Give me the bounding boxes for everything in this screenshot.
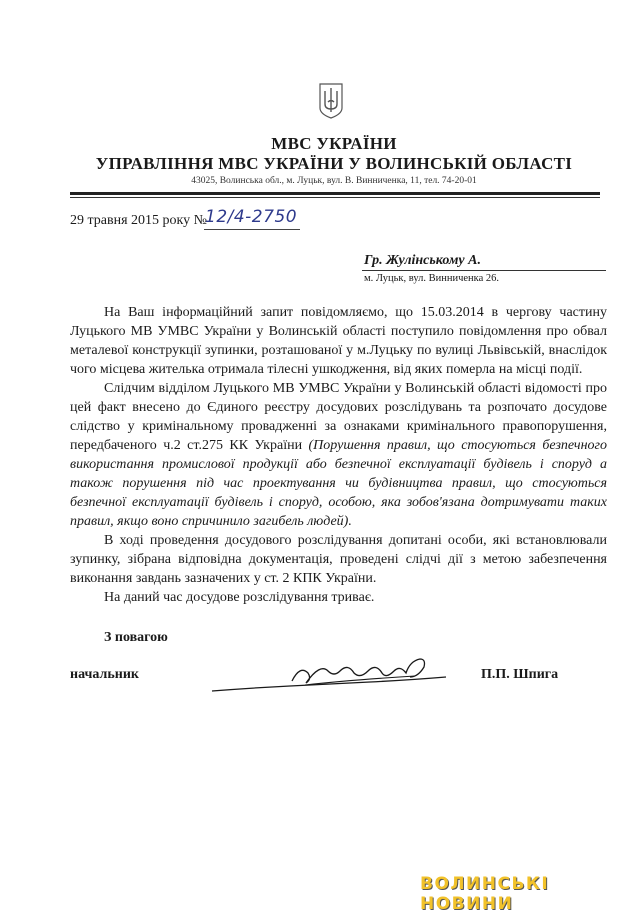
paragraph-status: На даний час досудове розслідування триває. — [104, 590, 375, 605]
paragraph-actions: В ході проведення досудового розслідування допитані особи, які встановлювали зупинку, зібрана відповідна документація, проведені слідчі дії з метою забезпечення виконання завдань зазначених у ст. 2 КПК України. — [70, 533, 607, 586]
watermark: ВОЛИНСЬКІ НОВИНИ — [420, 874, 550, 914]
signer-name: П.П. Шпига — [481, 667, 559, 682]
recipient-divider — [362, 270, 606, 271]
recipient-name: Гр. Жулінському А. — [364, 253, 481, 268]
ministry-title: МВС УКРАЇНИ — [271, 134, 397, 153]
article-description: (Порушення правил, що стосуються безпечного використання промислової продукції або безпечної експлуатації будівель і споруд а також порушення під час проектування чи будівництва правил, що стосуються безпечної експлуатації будівель і споруд, особою, яка зобов'язана дотримувати таких правил, якщо воно спричинило загибель людей). — [70, 438, 608, 529]
trident-emblem-icon — [318, 82, 344, 120]
header-divider-thin — [70, 197, 600, 198]
paragraph-notification: На Ваш інформаційний запит повідомляємо, що 15.03.2014 в чергову частину Луцького МВ УМВС України у Волинській області поступило повідомлення про обвал металевої конструкції зупинки, розташованої у м.Луцьку по вулиці Львівській, внаслідок чого місцева жителька отримала тілесні ушкодження, від яких померла на місці події. — [70, 305, 607, 377]
signer-position: начальник — [70, 667, 139, 682]
registration-number: 12/4-2750 — [205, 207, 298, 227]
department-title: УПРАВЛІННЯ МВС УКРАЇНИ У ВОЛИНСЬКІЙ ОБЛАСТІ — [95, 154, 573, 173]
header-divider-thick — [70, 192, 600, 195]
paragraph-investigation-text: Слідчим відділом Луцького МВ УМВС України у Волинській області відомості про цей факт внесено до Єдиного реєстру досудових розслідувань та розпочато досудове слідство у кримінальному провадженні за ознаками кримінального правопорушення, передбаченого ч.2 ст.275 КК України — [70, 381, 607, 453]
registration-number-underline — [204, 229, 300, 230]
handwritten-signature — [210, 655, 450, 697]
paragraph-investigation — [70, 379, 607, 531]
closing-regards: З повагою — [104, 630, 168, 645]
recipient-address: м. Луцьк, вул. Винниченка 26. — [364, 273, 500, 284]
letter-body — [70, 303, 607, 607]
department-address: 43025, Волинська обл., м. Луцьк, вул. В. Винниченка, 11, тел. 74-20-01 — [191, 176, 477, 186]
letter-date: 29 травня 2015 року № — [70, 213, 208, 228]
